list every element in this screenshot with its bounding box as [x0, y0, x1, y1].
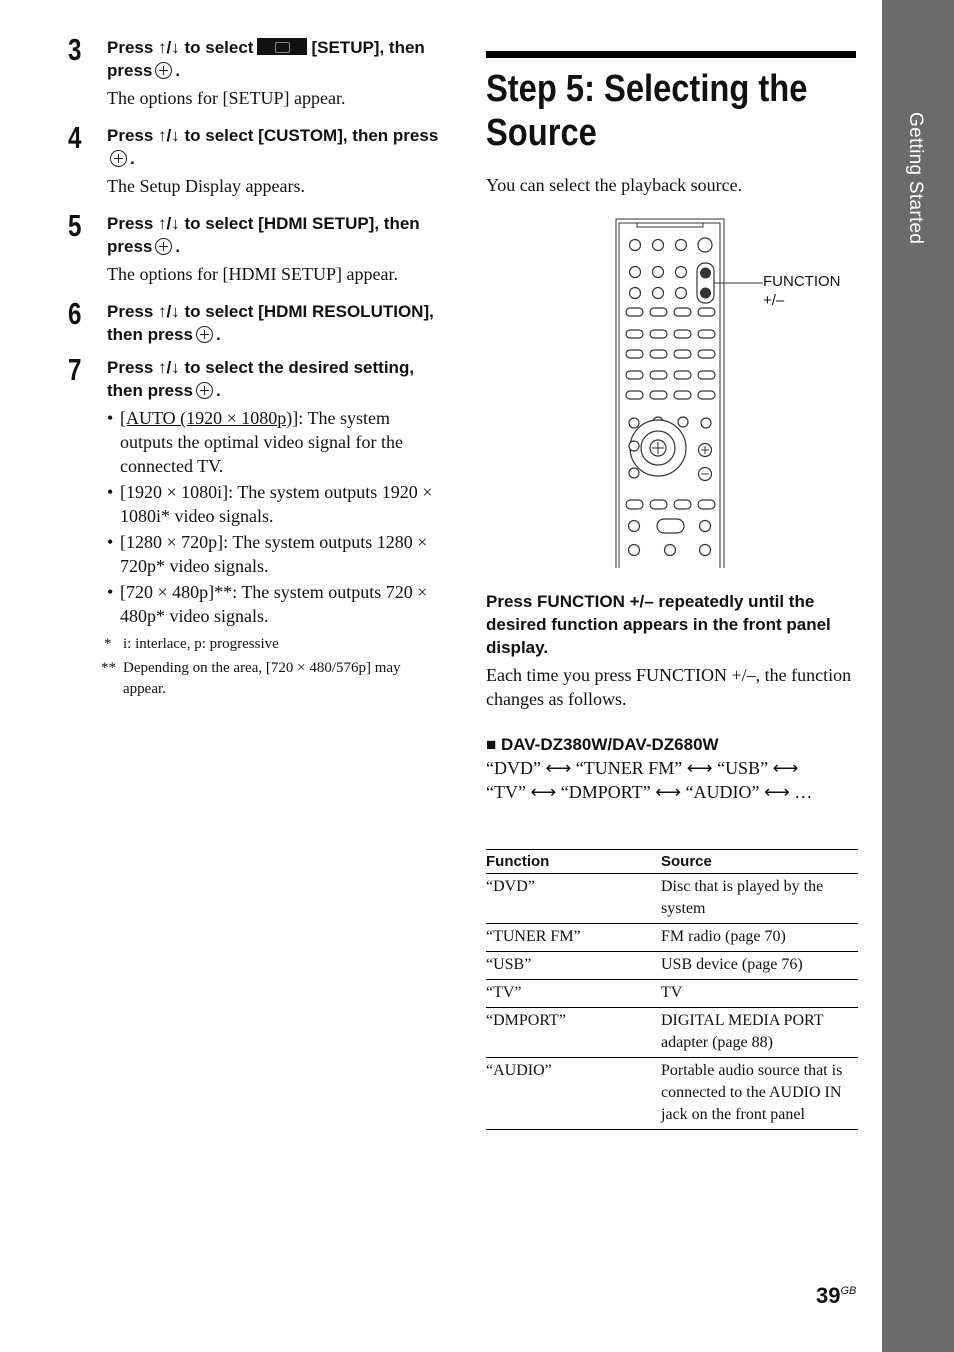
enter-button-icon	[196, 326, 213, 343]
page-number: $39^{GB}$	[816, 1283, 857, 1308]
table-row	[486, 1058, 858, 1130]
function-instructions	[486, 590, 856, 804]
cell-source: FM radio (page 70)	[661, 924, 858, 952]
table-row	[486, 1008, 858, 1058]
intro-text: You can select the playback source.	[486, 175, 743, 195]
table-row	[486, 924, 858, 952]
table-row	[486, 980, 858, 1008]
step-number: 7	[68, 352, 82, 387]
left-column	[68, 32, 443, 700]
right-column	[486, 51, 856, 197]
section-title: Step 5: Selecting the Source	[486, 68, 808, 154]
footnote: ** Depending on the area, [720 × 480/576p] may appear.	[101, 660, 401, 697]
enter-button-icon	[196, 382, 213, 399]
step-instruction: Press ↑/↓ to select [CUSTOM], then press.	[107, 126, 439, 168]
cell-function: “USB”	[486, 952, 661, 980]
setup-toolbox-icon	[257, 38, 307, 55]
step-3	[68, 32, 443, 110]
side-tab-label: Getting Started	[905, 112, 926, 245]
function-source-table	[486, 849, 858, 1130]
step-result: The Setup Display appears.	[107, 176, 305, 196]
title-rule	[486, 51, 856, 58]
cell-function: “DMPORT”	[486, 1008, 661, 1058]
option-auto: • [AUTO (1920 × 1080p)]: The system outputs the optimal video signal for the connected TV.	[107, 406, 443, 478]
step-instruction: Press ↑/↓ to select the desired setting, then press .	[107, 358, 415, 400]
table-row	[486, 874, 858, 924]
step-number: 4	[68, 120, 82, 155]
step-instruction: Press ↑/↓ to select [HDMI SETUP], then press .	[107, 214, 420, 256]
function-callout: FUNCTION +/–	[763, 273, 841, 309]
cell-source: USB device (page 76)	[661, 952, 858, 980]
step-instruction: Press ↑/↓ to select [SETUP], then press .	[107, 38, 425, 80]
column-header-source: Source	[661, 850, 858, 874]
step-5	[68, 208, 443, 286]
function-instruction: Press FUNCTION +/– repeatedly until the desired function appears in the front panel display.	[486, 592, 831, 657]
remote-control-illustration	[615, 218, 875, 568]
cell-source: DIGITAL MEDIA PORT adapter (page 88)	[661, 1008, 858, 1058]
option-1080i: • [1920 × 1080i]: The system outputs 1920 × 1080i* video signals.	[107, 480, 443, 528]
function-sequence-line-2: “TV” ⟷ “DMPORT” ⟷ “AUDIO” ⟷ …	[486, 782, 813, 802]
step-result: The options for [SETUP] appear.	[107, 88, 346, 108]
enter-button-icon	[155, 62, 172, 79]
column-header-function: Function	[486, 850, 661, 874]
function-explanation: Each time you press FUNCTION +/–, the function changes as follows.	[486, 665, 852, 709]
table-header-row	[486, 850, 858, 874]
cell-source: Portable audio source that is connected to the AUDIO IN jack on the front panel	[661, 1058, 858, 1130]
cell-source: Disc that is played by the system	[661, 874, 858, 924]
cell-function: “TV”	[486, 980, 661, 1008]
cell-function: “TUNER FM”	[486, 924, 661, 952]
footnote: * i: interlace, p: progressive	[104, 636, 279, 652]
resolution-options	[107, 406, 443, 628]
table-row	[486, 952, 858, 980]
step-number: 6	[68, 296, 82, 331]
function-sequence-line-1: “DVD” ⟷ “TUNER FM” ⟷ “USB” ⟷	[486, 758, 799, 778]
step-4	[68, 120, 443, 198]
step-instruction: Press ↑/↓ to select [HDMI RESOLUTION], then press .	[107, 302, 434, 344]
model-heading: ■ DAV-DZ380W/DAV-DZ680W	[486, 735, 719, 754]
enter-button-icon	[155, 238, 172, 255]
option-480p: • [720 × 480p]**: The system outputs 720 × 480p* video signals.	[107, 580, 443, 628]
step-6	[68, 296, 443, 346]
step-number: 5	[68, 208, 82, 243]
cell-function: “DVD”	[486, 874, 661, 924]
cell-function: “AUDIO”	[486, 1058, 661, 1130]
step-7	[68, 352, 443, 700]
step-result: The options for [HDMI SETUP] appear.	[107, 264, 398, 284]
enter-button-icon	[110, 150, 127, 167]
cell-source: TV	[661, 980, 858, 1008]
step-number: 3	[68, 32, 82, 67]
option-720p: • [1280 × 720p]: The system outputs 1280 × 720p* video signals.	[107, 530, 443, 578]
